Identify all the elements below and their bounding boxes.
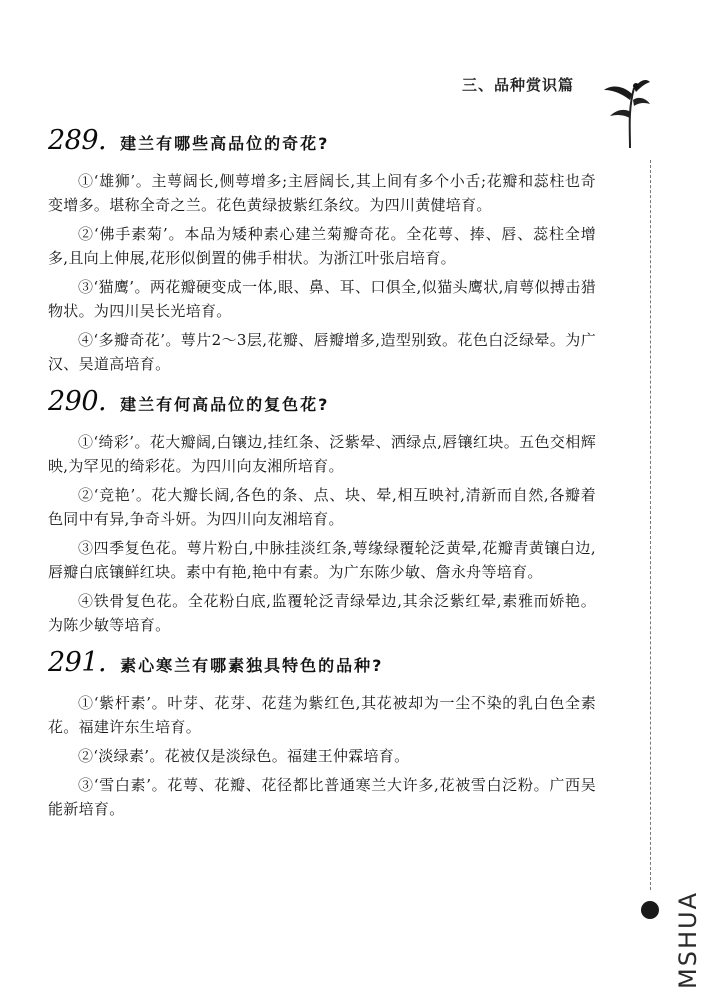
- paragraph: ①‘雄狮’。主萼阔长,侧萼增多;主唇阔长,其上间有多个小舌;花瓣和蕊柱也奇变增多。堪称全奇之兰。花色黄绿披紫红条纹。为四川黄健培育。: [48, 172, 596, 214]
- paragraph: ④‘多瓣奇花’。萼片2～3层,花瓣、唇瓣增多,造型别致。花色白泛绿晕。为广汉、吴道高培育。: [48, 331, 596, 373]
- paragraph: ③‘雪白素’。花萼、花瓣、花径都比普通寒兰大许多,花被雪白泛粉。广西吴能新培育。: [48, 776, 596, 818]
- paragraph: ④铁骨复色花。全花粉白底,监覆轮泛青绿晕边,其余泛紫红晕,素雅而娇艳。为陈少敏等培育。: [48, 592, 596, 634]
- question-heading: [48, 647, 596, 683]
- question-title: 建兰有哪些高品位的奇花?: [120, 134, 330, 153]
- paragraph: ①‘紫杆素’。叶芽、花芽、花莛为紫红色,其花被却为一尘不染的乳白色全素花。福建许东生培育。: [48, 694, 596, 736]
- paragraph: ②‘淡绿素’。花被仅是淡绿色。福建王仲霖培育。: [78, 747, 410, 765]
- margin-rule: [650, 160, 651, 890]
- question-section: [48, 125, 596, 376]
- running-header: 三、品种赏识篇: [462, 76, 575, 94]
- page-marker-dot: [641, 901, 659, 919]
- question-heading: [48, 386, 596, 422]
- paragraph: ①‘绮彩’。花大瓣阔,白镶边,挂红条、泛紫晕、洒绿点,唇镶红块。五色交相辉映,为罕见的绮彩花。为四川向友湘所培育。: [48, 433, 596, 475]
- paragraph: ③四季复色花。萼片粉白,中脉挂淡红条,萼缘绿覆轮泛黄晕,花瓣青黄镶白边,唇瓣白底镶鲜红块。素中有艳,艳中有素。为广东陈少敏、詹永舟等培育。: [48, 539, 596, 581]
- question-number: 289.: [48, 125, 107, 156]
- question-title: 建兰有何高品位的复色花?: [120, 395, 330, 414]
- paragraph: ②‘佛手素菊’。本品为矮种素心建兰菊瓣奇花。全花萼、捧、唇、蕊柱全增多,且向上伸展,花形似倒置的佛手柑状。为浙江叶张启培育。: [48, 225, 596, 267]
- orchid-icon: [600, 70, 652, 150]
- question-section: [48, 386, 596, 637]
- watermark: MSHUA: [674, 891, 702, 989]
- paragraph: ③‘猫鹰’。两花瓣硬变成一体,眼、鼻、耳、口俱全,似猫头鹰状,肩萼似搏击猎物状。为四川吴长光培育。: [48, 278, 596, 320]
- question-number: 291.: [48, 647, 107, 678]
- page-body: [48, 125, 596, 831]
- question-title: 素心寒兰有哪素独具特色的品种?: [120, 656, 384, 675]
- question-number: 290.: [48, 386, 107, 417]
- paragraph: ②‘竞艳’。花大瓣长阔,各色的条、点、块、晕,相互映衬,清新而自然,各瓣着色同中有异,争奇斗妍。为四川向友湘培育。: [48, 486, 596, 528]
- question-heading: [48, 125, 596, 161]
- question-section: [48, 647, 596, 821]
